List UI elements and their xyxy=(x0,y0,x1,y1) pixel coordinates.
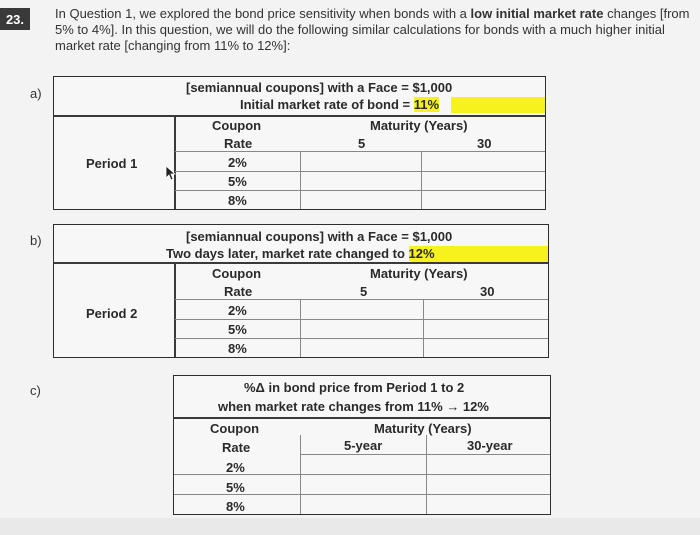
part-b-vline-mid xyxy=(300,299,301,357)
question-text-part2: changes [from 5% to 4%]. In this question, we will do the following similar calculations for bonds with a much higher initial market rate [changing from 11% to 12%]: xyxy=(55,6,690,53)
bottom-edge xyxy=(0,518,700,535)
part-c-col-30: 30-year xyxy=(467,438,513,453)
part-c-table xyxy=(173,375,551,515)
part-b-maturity-5: 5 xyxy=(360,284,368,299)
part-a-maturity-30: 30 xyxy=(477,136,492,151)
part-c-col-5: 5-year xyxy=(344,438,383,453)
part-c-header-line2: when market rate changes from 11% → 12% xyxy=(218,399,489,414)
part-a-table xyxy=(53,76,546,210)
part-a-rate-3: 8% xyxy=(228,193,247,208)
part-a-period: Period 1 xyxy=(86,156,138,171)
part-a-hline-top xyxy=(54,115,545,117)
part-b-rate-1: 2% xyxy=(228,303,247,318)
part-b-rate-3: 8% xyxy=(228,341,247,356)
part-b-header-line2 xyxy=(166,246,435,261)
part-c-coupon-label: Coupon xyxy=(210,421,260,436)
part-a-rate-2: 5% xyxy=(228,174,247,189)
part-c-vline-mid xyxy=(300,435,301,514)
part-b-hline-row3 xyxy=(175,338,548,339)
part-b-maturity-30: 30 xyxy=(480,284,495,299)
part-a-header-prefix: Initial market rate of bond = xyxy=(240,97,414,112)
part-c-label: c) xyxy=(30,383,41,398)
part-a-header-rate: 11% xyxy=(413,97,440,112)
part-b-maturity-label: Maturity (Years) xyxy=(370,266,468,281)
part-c-hline-row1 xyxy=(300,454,550,455)
part-c-rate-1: 2% xyxy=(226,460,245,475)
part-b-vline-right xyxy=(423,299,424,357)
mouse-cursor-icon xyxy=(165,165,177,181)
part-c-rate-3: 8% xyxy=(226,499,245,514)
question-text xyxy=(55,6,695,54)
part-b-rate-label: Rate xyxy=(224,284,253,299)
part-a-vline-mid xyxy=(300,151,301,209)
part-c-rate-label: Rate xyxy=(222,440,251,455)
part-b-hline-row2 xyxy=(175,319,548,320)
part-c-maturity-label: Maturity (Years) xyxy=(374,421,472,436)
part-c-rate-2: 5% xyxy=(226,480,245,495)
part-b-header-rate: 12% xyxy=(408,246,435,261)
part-b-vline-left xyxy=(174,262,176,357)
part-a-hline-row1 xyxy=(175,151,545,152)
part-b-rate-2: 5% xyxy=(228,322,247,337)
part-b-header-line1: [semiannual coupons] with a Face = $1,000 xyxy=(186,229,453,244)
part-c-header-line1: %Δ in bond price from Period 1 to 2 xyxy=(244,380,465,395)
part-c-hline-top xyxy=(174,417,550,419)
part-a-hline-row2 xyxy=(175,171,545,172)
part-a-label: a) xyxy=(30,86,42,101)
part-b-header-prefix: Two days later, market rate changed to xyxy=(166,246,409,261)
part-a-coupon-label: Coupon xyxy=(212,118,262,133)
part-b-hline-row1 xyxy=(175,299,548,300)
question-text-bold: low initial market rate xyxy=(470,6,604,21)
part-a-rate-1: 2% xyxy=(228,155,247,170)
part-b-label: b) xyxy=(30,233,42,248)
part-a-vline-right xyxy=(421,151,422,209)
part-c-vline-right xyxy=(426,435,427,514)
question-number: 23. xyxy=(0,8,30,30)
part-b-period: Period 2 xyxy=(86,306,138,321)
question-text-part1: In Question 1, we explored the bond price sensitivity when bonds with a xyxy=(55,6,471,21)
part-b-table xyxy=(53,224,549,358)
part-b-hline-top xyxy=(54,262,548,264)
part-a-maturity-label: Maturity (Years) xyxy=(370,118,468,133)
part-a-header-line1: [semiannual coupons] with a Face = $1,000 xyxy=(186,80,453,95)
part-b-coupon-label: Coupon xyxy=(212,266,262,281)
part-a-hline-row3 xyxy=(175,190,545,191)
part-a-maturity-5: 5 xyxy=(358,136,366,151)
part-a-vline-left xyxy=(174,115,176,209)
part-a-highlight-bar xyxy=(451,97,545,113)
part-a-rate-label: Rate xyxy=(224,136,253,151)
